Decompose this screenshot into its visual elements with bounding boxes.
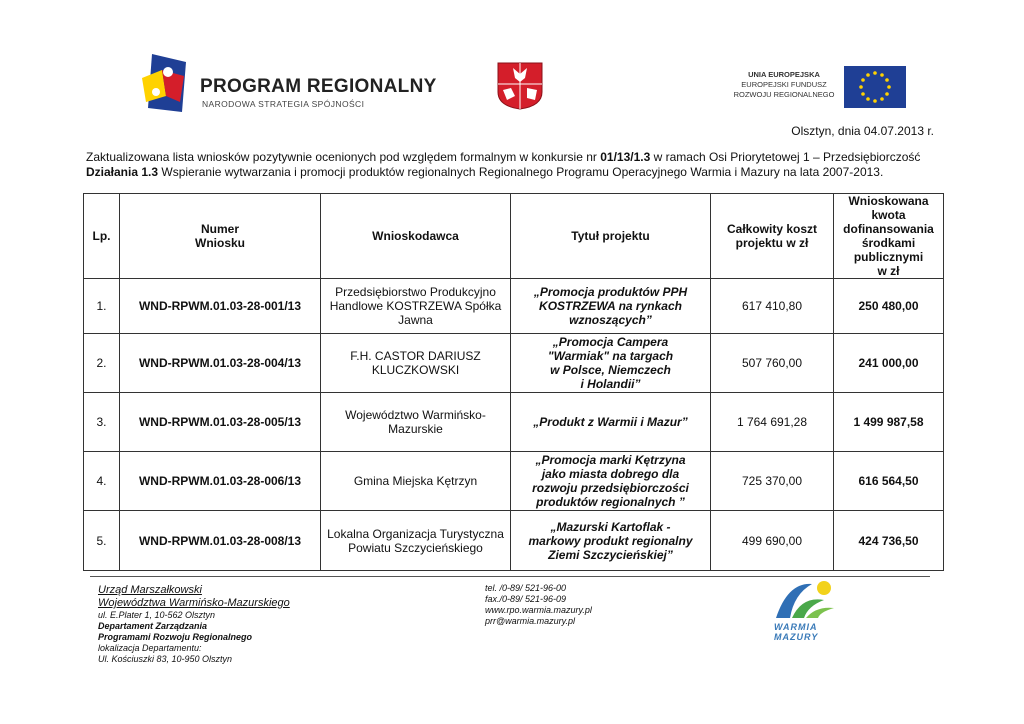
program-regionalny-emblem <box>142 52 190 116</box>
footer-tel: tel. /0-89/ 521-96-00 <box>485 583 567 593</box>
warmia-mazury-emblem <box>768 578 848 622</box>
cell-lp: 2. <box>84 334 120 393</box>
cell-wnioskodawca: Lokalna Organizacja Turystyczna Powiatu Szczycieńskiego <box>321 511 511 571</box>
table-row <box>84 334 944 393</box>
footer-voivodeship: Województwa Warmińsko-Mazurskiego <box>98 597 290 609</box>
cell-tytul: „Promocja produktów PPH KOSTRZEWA na rynkach wznoszących” <box>511 279 711 334</box>
applications-table <box>83 193 944 571</box>
cell-tytul: „Promocja Campera "Warmiak" na targach w Polsce, Niemczech i Holandii” <box>511 334 711 393</box>
cell-numer: WND-RPWM.01.03-28-001/13 <box>120 279 321 334</box>
cell-dofinansowanie: 1 499 987,58 <box>834 393 944 452</box>
cell-koszt: 499 690,00 <box>711 511 834 571</box>
footer-department: Departament Zarządzania <box>98 621 208 631</box>
cell-dofinansowanie: 616 564,50 <box>834 452 944 511</box>
cell-wnioskodawca: Gmina Miejska Kętrzyn <box>321 452 511 511</box>
cell-koszt: 1 764 691,28 <box>711 393 834 452</box>
footer-contact <box>485 583 592 627</box>
eu-line-2: EUROPEJSKI FUNDUSZ <box>741 80 827 89</box>
cell-wnioskodawca: F.H. CASTOR DARIUSZ KLUCZKOWSKI <box>321 334 511 393</box>
header-tytul: Tytuł projektu <box>511 194 711 279</box>
cell-wnioskodawca: Województwo Warmińsko- Mazurskie <box>321 393 511 452</box>
cell-numer: WND-RPWM.01.03-28-006/13 <box>120 452 321 511</box>
intro-paragraph <box>86 150 966 180</box>
cell-wnioskodawca: Przedsiębiorstwo Produkcyjno Handlowe KOSTRZEWA Spółka Jawna <box>321 279 511 334</box>
table-header-row <box>84 194 944 279</box>
header-koszt: Całkowity koszt projektu w zł <box>711 194 834 279</box>
table-row <box>84 452 944 511</box>
footer-divider <box>90 576 930 577</box>
cell-dofinansowanie: 250 480,00 <box>834 279 944 334</box>
wm-line-1: WARMIA <box>774 622 818 632</box>
table-row <box>84 279 944 334</box>
eu-line-3: ROZWOJU REGIONALNEGO <box>733 90 835 99</box>
cell-dofinansowanie: 424 736,50 <box>834 511 944 571</box>
footer-fax: fax./0-89/ 521-96-09 <box>485 594 567 604</box>
cell-lp: 1. <box>84 279 120 334</box>
cell-lp: 4. <box>84 452 120 511</box>
footer-department-2: Programami Rozwoju Regionalnego <box>98 632 253 642</box>
cell-koszt: 507 760,00 <box>711 334 834 393</box>
intro-text-2: w ramach Osi Priorytetowej 1 – Przedsiębiorczość <box>650 150 921 164</box>
footer-location-address: Ul. Kościuszki 83, 10-950 Olsztyn <box>98 654 233 664</box>
cell-koszt: 617 410,80 <box>711 279 834 334</box>
program-subtitle: NARODOWA STRATEGIA SPÓJNOŚCI <box>202 99 365 109</box>
header-numer: Numer Wniosku <box>120 194 321 279</box>
cell-numer: WND-RPWM.01.03-28-004/13 <box>120 334 321 393</box>
intro-text-3: Wspieranie wytwarzania i promocji produktów regionalnych Regionalnego Programu Operacyjnego Warmia i Mazury na lata 2007-2013. <box>158 165 884 179</box>
footer-location-label: lokalizacja Departamentu: <box>98 643 202 653</box>
program-regionalny-logo <box>142 52 437 122</box>
cell-dofinansowanie: 241 000,00 <box>834 334 944 393</box>
warmia-mazury-logo <box>768 578 848 650</box>
cell-koszt: 725 370,00 <box>711 452 834 511</box>
intro-measure: Działania 1.3 <box>86 165 159 179</box>
eu-line-1: UNIA EUROPEJSKA <box>748 70 820 79</box>
footer-office: Urząd Marszałkowski <box>98 584 202 596</box>
cell-numer: WND-RPWM.01.03-28-008/13 <box>120 511 321 571</box>
cell-lp: 3. <box>84 393 120 452</box>
eu-flag-icon <box>844 66 906 108</box>
cell-tytul: „Promocja marki Kętrzyna jako miasta dobrego dla rozwoju przedsiębiorczości produktów regionalnych ” <box>511 452 711 511</box>
footer-email-link[interactable]: prr@warmia.mazury.pl <box>485 616 575 626</box>
cell-tytul: „Produkt z Warmii i Mazur” <box>511 393 711 452</box>
coat-of-arms-icon <box>497 62 543 110</box>
eu-logo <box>730 66 910 110</box>
footer-address <box>98 584 290 665</box>
intro-text-1: Zaktualizowana lista wniosków pozytywnie ocenionych pod względem formalnym w konkursie nr <box>86 150 601 164</box>
cell-lp: 5. <box>84 511 120 571</box>
wm-line-2: MAZURY <box>774 632 819 642</box>
table-row <box>84 393 944 452</box>
footer-street: ul. E.Plater 1, 10-562 Olsztyn <box>98 610 216 620</box>
footer-website-link[interactable]: www.rpo.warmia.mazury.pl <box>485 605 592 615</box>
header-dofinansowanie: Wnioskowana kwota dofinansowania środkami publicznymi w zł <box>834 194 944 279</box>
header-lp: Lp. <box>84 194 120 279</box>
place-date: Olsztyn, dnia 04.07.2013 r. <box>791 124 934 138</box>
table-row <box>84 511 944 571</box>
program-title: PROGRAM REGIONALNY <box>200 76 437 97</box>
cell-numer: WND-RPWM.01.03-28-005/13 <box>120 393 321 452</box>
intro-contest-number: 01/13/1.3 <box>600 150 651 164</box>
cell-tytul: „Mazurski Kartoflak - markowy produkt regionalny Ziemi Szczycieńskiej” <box>511 511 711 571</box>
header-wnioskodawca: Wnioskodawca <box>321 194 511 279</box>
